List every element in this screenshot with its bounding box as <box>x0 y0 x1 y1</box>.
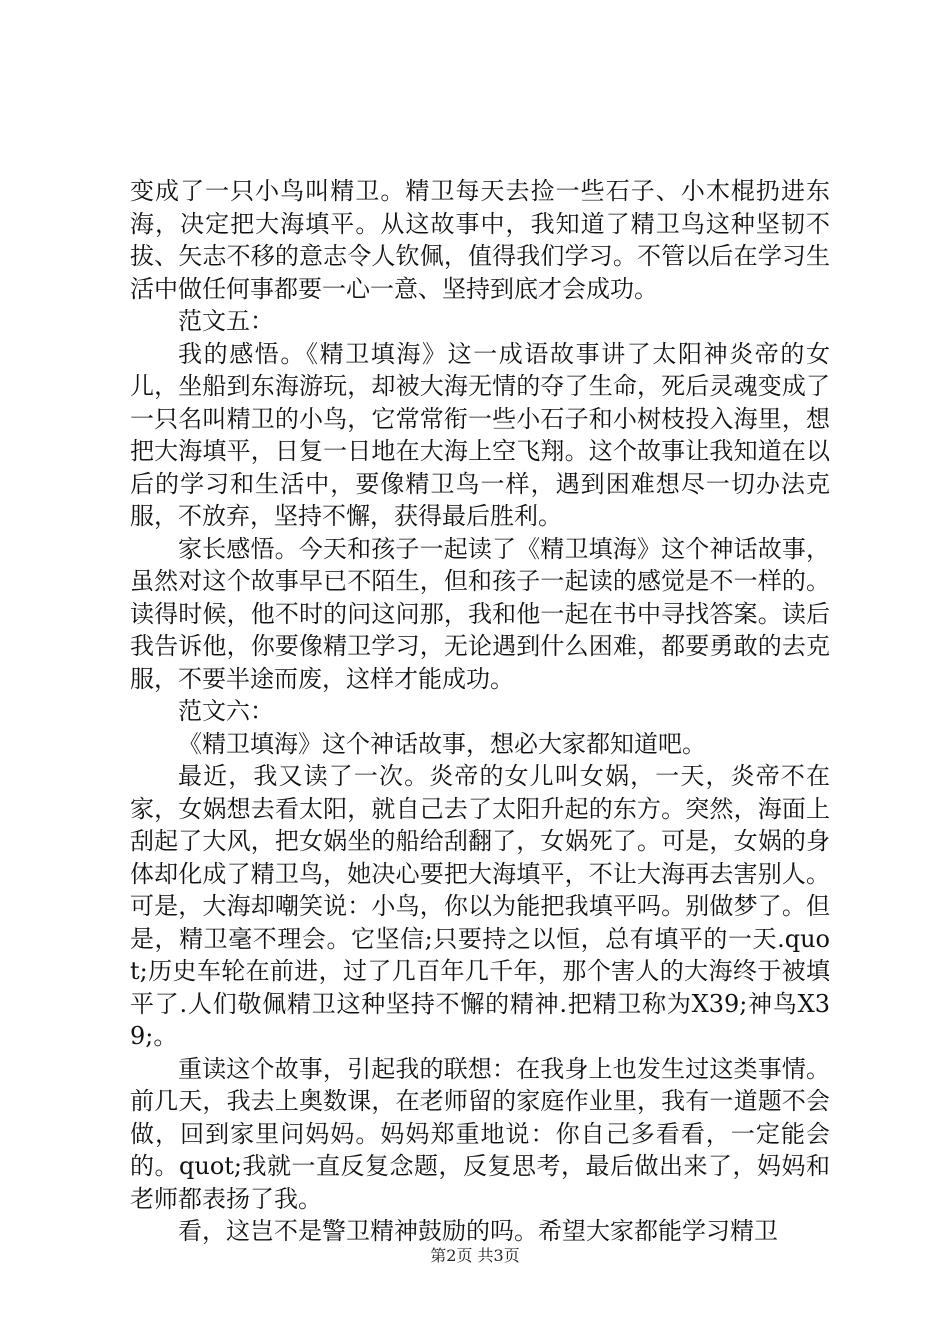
paragraph-story: 最近，我又读了一次。炎帝的女儿叫女娲，一天，炎帝不在家，女娲想去看太阳，就自己去了太阳升起的东方。突然，海面上刮起了大风，把女娲坐的船给刮翻了，女娲死了。可是，女娲的身体却化成了精卫鸟，她决心要把大海填平，不让大海再去害别人。可是，大海却嘲笑说：小鸟，你以为能把我填平吗。别做梦了。但是，精卫毫不理会。它坚信;只要持之以恒，总有填平的一天.quot;历史车轮在前进，过了几百年几千年，那个害人的大海终于被填平了.人们敬佩精卫这种坚持不懈的精神.把精卫称为X39;神鸟X39;。 <box>130 762 830 1050</box>
paragraph-association: 重读这个故事，引起我的联想：在我身上也发生过这类事情。前几天，我去上奥数课，在老师留的家庭作业里，我有一道题不会做，回到家里问妈妈。妈妈郑重地说：你自己多看看，一定能会的。quot;我就一直反复念题，反复思考，最后做出来了，妈妈和老师都表扬了我。 <box>130 1054 830 1213</box>
paragraph-intro: 《精卫填海》这个神话故事，想必大家都知道吧。 <box>178 729 706 758</box>
section-heading-fanwen-6: 范文六： <box>178 697 274 725</box>
paragraph-conclusion: 看，这岂不是警卫精神鼓励的吗。希望大家都能学习精卫 <box>178 1217 778 1245</box>
paragraph-parent-reflection: 家长感悟。今天和孩子一起读了《精卫填海》这个神话故事，虽然对这个故事早已不陌生，但和孩子一起读的感觉是不一样的。读得时候，他不时的问这问那，我和他一起在书中寻找答案。读后我告诉他，你要像精卫学习，无论遇到什么困难，都要勇敢的去克服，不要半途而废，这样才能成功。 <box>130 534 830 693</box>
paragraph-my-reflection: 我的感悟。《精卫填海》这一成语故事讲了太阳神炎帝的女儿，坐船到东海游玩，却被大海无情的夺了生命，死后灵魂变成了一只名叫精卫的小鸟，它常常衔一些小石子和小树枝投入海里，想把大海填平，日复一日地在大海上空飞翔。这个故事让我知道在以后的学习和生活中，要像精卫鸟一样，遇到困难想尽一切办法克服，不放弃，坚持不懈，获得最后胜利。 <box>130 339 830 530</box>
document-body <box>130 175 830 1248</box>
section-heading-fanwen-5: 范文五： <box>178 307 274 335</box>
paragraph-continuation: 变成了一只小鸟叫精卫。精卫每天去捡一些石子、小木棍扔进东海，决定把大海填平。从这故事中，我知道了精卫鸟这种坚韧不拔、矢志不移的意志令人钦佩，值得我们学习。不管以后在学习生活中做任何事都要一心一意、坚持到底才会成功。 <box>130 177 830 303</box>
page-footer: 第2页 共3页 <box>430 1246 520 1265</box>
